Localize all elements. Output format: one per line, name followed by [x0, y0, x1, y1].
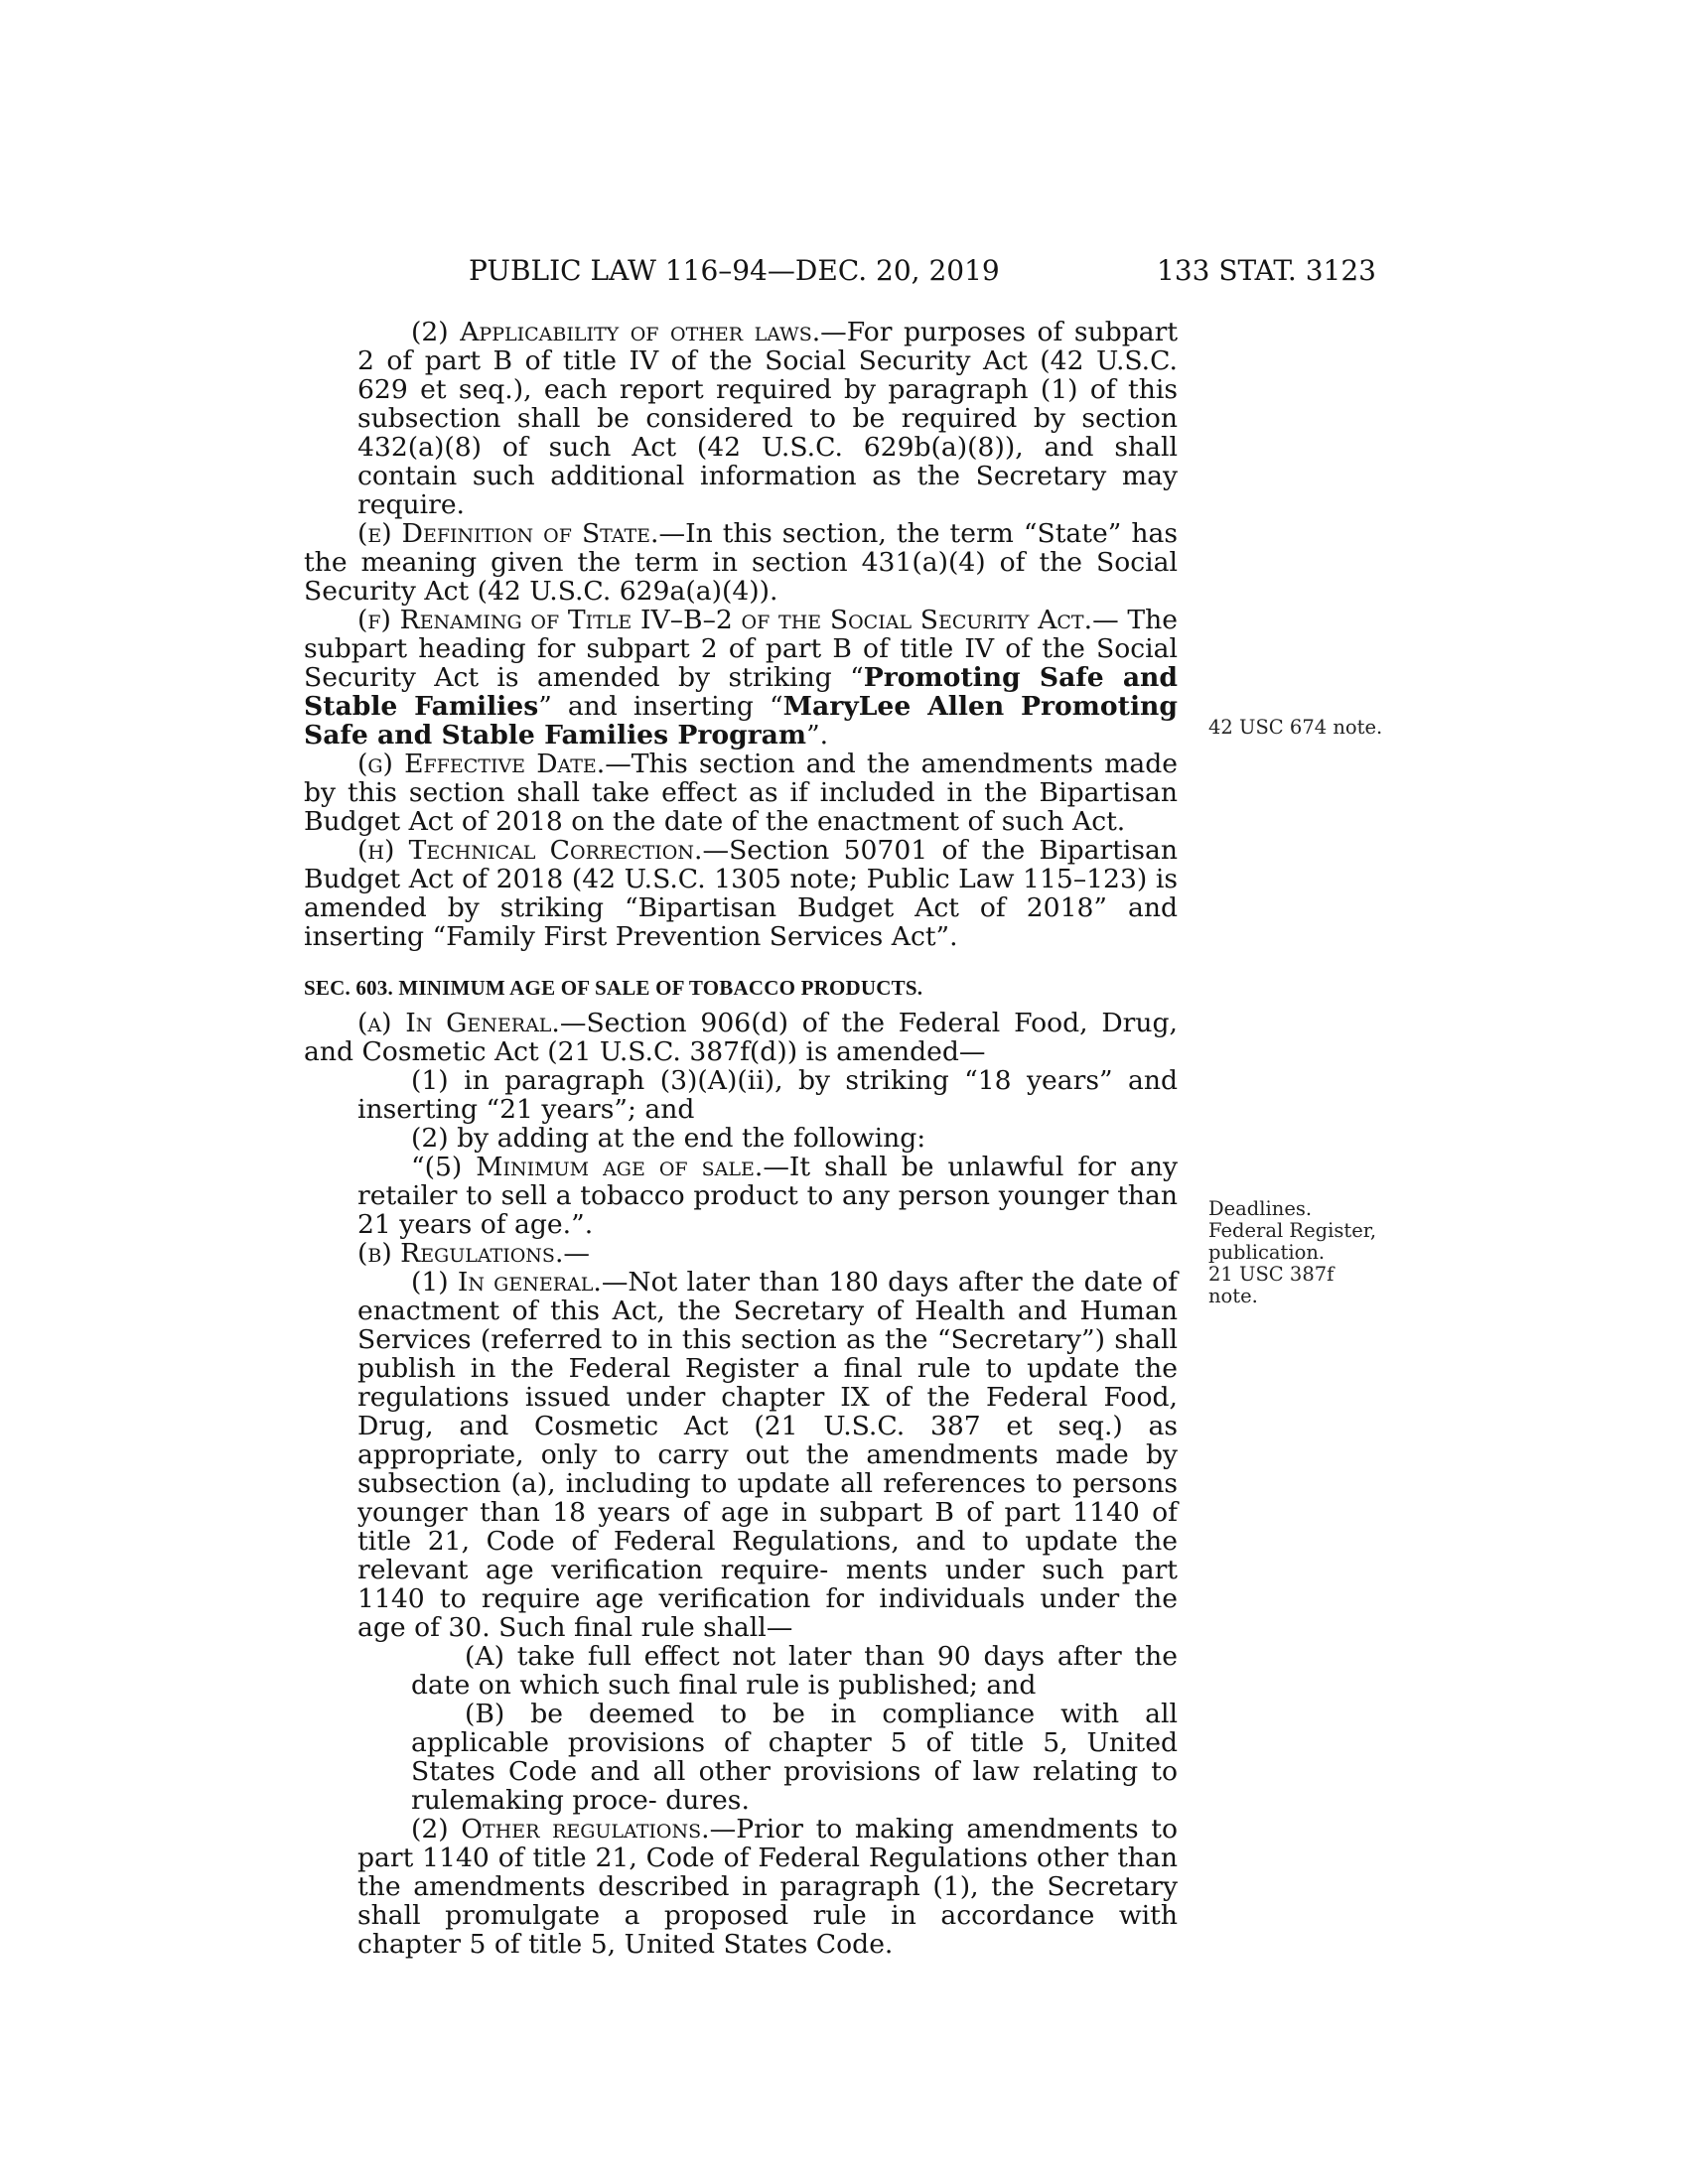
subsection-heading: (g) Effective Date. [357, 749, 606, 779]
subsection-text: —Section 50701 of the Bipartisan Budget Act of 2018 (42 U.S.C. 1305 note; Public Law 115–123) is amended by striking “Bipartisan Budget Act of 2018” and inserting “Family First Prevention Services Act”. [304, 835, 1178, 952]
subsection-heading: (f) Renaming of Title IV–B–2 of the Social Security Act. [357, 605, 1093, 635]
subsection-b [304, 1239, 1178, 1268]
paragraph-heading: (2) Applicability of other laws. [411, 317, 821, 347]
subsection-g [304, 750, 1178, 836]
public-law-citation: PUBLIC LAW 116–94—DEC. 20, 2019 [469, 254, 1000, 287]
paragraph-text: —It shall be unlawful for any retailer to sell a tobacco product to any person younger than 21 years of age.”. [357, 1152, 1178, 1240]
subsection-heading: (h) Technical Correction. [357, 835, 703, 866]
inserted-heading-text: MaryLee Allen Promoting Safe and Stable Families Program [304, 691, 1178, 751]
paragraph-text: —Not later than 180 days after the date of enactment of this Act, the Secretary of Health and Human Services (referred to in this section as the “Secretary”) shall publish in the Federal Register a final rule to update the regulations issued under chapter IX of the Federal Food, Drug, and Cosmetic Act (21 U.S.C. 387 et seq.) as appropriate, only to carry out the amendments made by subsection (a), including to update all references to persons younger than 18 years of age in subpart B of part 1140 of title 21, Code of Federal Regulations, and to update the relevant age verification require- ments under such part 1140 to require age verification for individuals under the age of 30. Such final rule shall— [357, 1267, 1178, 1643]
subsection-f [304, 606, 1178, 750]
paragraph-a1: (1) in paragraph (3)(A)(ii), by striking “18 years” and inserting “21 years”; and [357, 1065, 1178, 1125]
margin-note-deadlines [1208, 1198, 1376, 1307]
subsection-text: — [563, 1238, 590, 1269]
section-heading: SEC. 603. MINIMUM AGE OF SALE OF TOBACCO PRODUCTS. [304, 976, 923, 1000]
paragraph-b2 [357, 1815, 1178, 1959]
paragraph-a5 [357, 1153, 1178, 1239]
margin-note-line: 21 USC 387f [1208, 1263, 1335, 1286]
statute-body [304, 318, 1178, 1959]
subsection-text: —In this section, the term “State” has the meaning given the term in section 431(a)(4) of the Social Security Act (42 U.S.C. 629a(a)(4)). [304, 518, 1178, 607]
subsection-text: ” and inserting “ [538, 691, 783, 722]
margin-note-line: publication. [1208, 1241, 1326, 1264]
struck-heading-text: Promoting Safe and Stable Families [304, 662, 1178, 722]
subsection-e [304, 519, 1178, 606]
subparagraph-bB: (B) be deemed to be in compliance with all applicable provisions of chapter 5 of title 5, United States Code and all other provisions of law relating to rulemaking proce- dures. [411, 1699, 1178, 1816]
paragraph-b1 [357, 1268, 1178, 1642]
margin-note-line: Deadlines. [1208, 1197, 1313, 1220]
subsection-text: — The subpart heading for subpart 2 of part B of title IV of the Social Security Act is amended by striking “ [304, 605, 1178, 693]
statute-page-number: 133 STAT. 3123 [1157, 254, 1376, 287]
paragraph-text: —For purposes of subpart 2 of part B of title IV of the Social Security Act (42 U.S.C. 629 et seq.), each report required by paragraph (1) of this subsection shall be considered to be required by section 432(a)(8) of such Act (42 U.S.C. 629b(a)(8)), and shall contain such additional information as the Secretary may require. [357, 317, 1179, 520]
paragraph-text: —Prior to making amendments to part 1140 of title 21, Code of Federal Regulations other than the amendments described in paragraph (1), the Secretary shall promulgate a proposed rule in accordance with chapter 5 of title 5, United States Code. [357, 1814, 1178, 1960]
paragraph-heading: “(5) Minimum age of sale. [411, 1152, 764, 1182]
subsection-text: —This section and the amendments made by this section shall take effect as if included in the Bipartisan Budget Act of 2018 on the date of the enactment of such Act. [304, 749, 1178, 837]
paragraph-a2: (2) by adding at the end the following: [411, 1123, 926, 1154]
paragraph-heading: (1) In general. [411, 1267, 602, 1297]
subparagraph-bA: (A) take full effect not later than 90 days after the date on which such final rule is published; and [411, 1641, 1178, 1701]
margin-note-line: Federal Register, [1208, 1219, 1377, 1242]
margin-note-line: note. [1208, 1285, 1258, 1307]
running-header [0, 251, 1688, 291]
subsection-heading: (a) In General. [357, 1008, 560, 1038]
subsection-text: ”. [806, 720, 829, 751]
paragraph-heading: (2) Other regulations. [411, 1814, 710, 1844]
paragraph-d2 [357, 318, 1178, 519]
subsection-heading: (e) Definition of State. [357, 518, 659, 549]
subsection-heading: (b) Regulations. [357, 1238, 564, 1269]
subsection-h [304, 836, 1178, 951]
margin-note-usc-674: 42 USC 674 note. [1208, 716, 1383, 739]
subsection-text: —Section 906(d) of the Federal Food, Drug, and Cosmetic Act (21 U.S.C. 387f(d)) is amended— [304, 1008, 1178, 1067]
subsection-a [304, 1009, 1178, 1066]
